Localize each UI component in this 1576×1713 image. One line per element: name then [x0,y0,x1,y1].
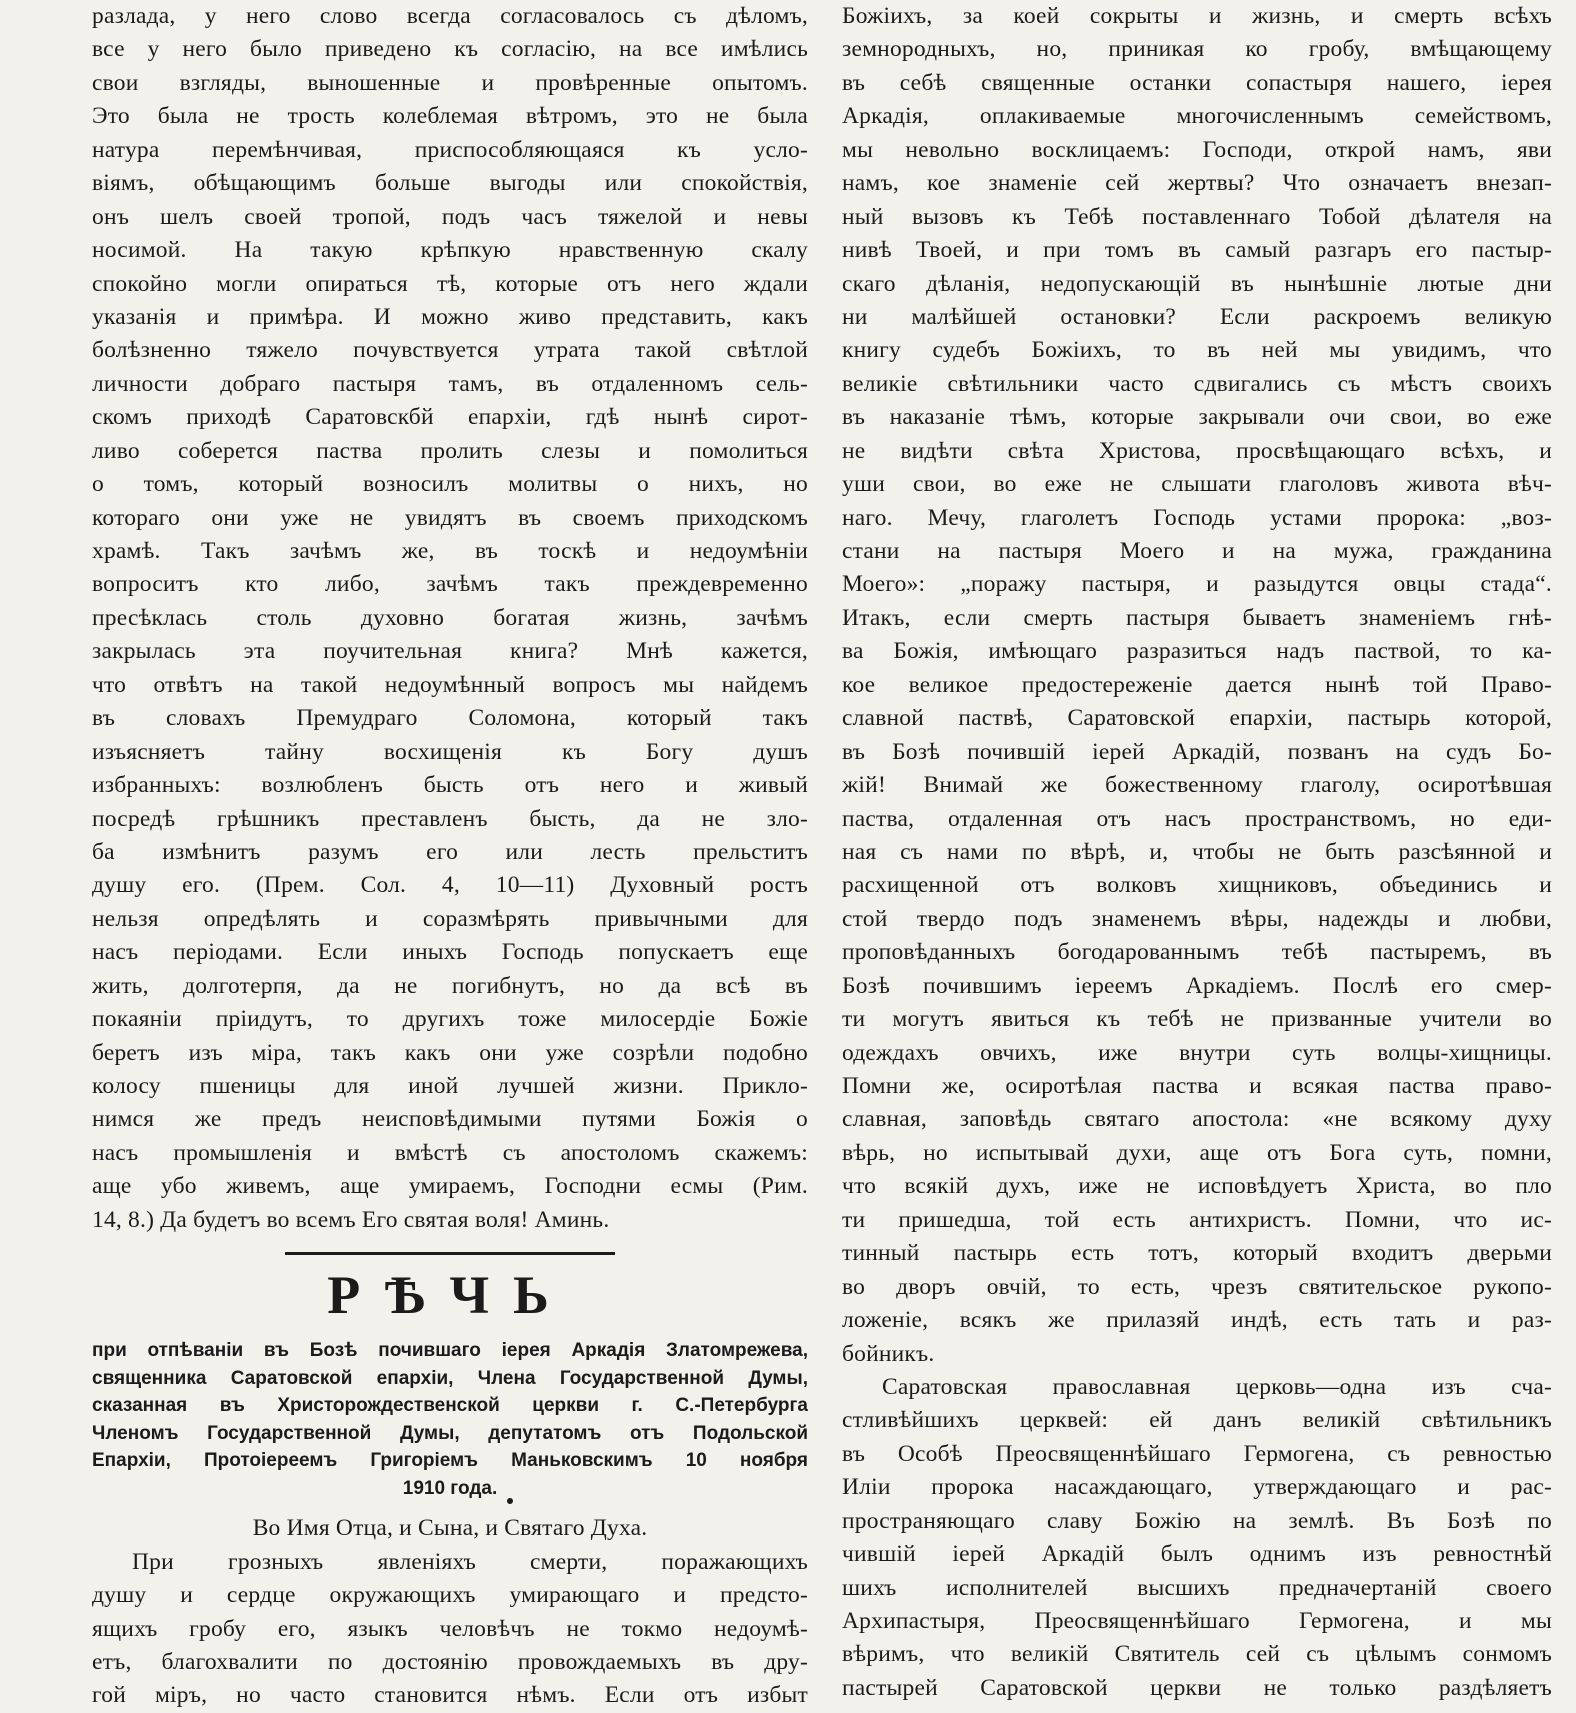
text-line: ва Божія, имѣющаго разразиться надъ паствой, то ка- [842,638,1552,665]
text-line: тинный пастырь есть тотъ, который входитъ дверьми [842,1240,1552,1267]
left-column [92,0,808,1713]
text-line: скомъ приходѣ Саратовскбй епархіи, гдѣ нынѣ сирот- [92,404,808,431]
text-line: чившій іерей Аркадій былъ однимъ изъ ревностнѣй [842,1541,1552,1568]
text-line: ный вызовъ къ Тебѣ поставленнаго Тобой дѣлателя на [842,203,1552,230]
text-line: наго. Мечу, глаголетъ Господь устами пророка: „воз- [842,504,1552,531]
text-line: етъ, благохвалити по достоянію провождаемыхъ въ дру- [92,1648,808,1675]
text-line: стани на пастыря Моего и на мужа, гражданина [842,538,1552,564]
text-line: о томъ, который возносилъ молитвы о нихъ, но [92,471,808,498]
text-line: въ словахъ Премудраго Соломона, который такъ [92,705,808,732]
left-column-text-bottom [92,1546,808,1713]
text-line: что всякій духъ, иже не исповѣдуетъ Христа, во пло [842,1173,1552,1200]
text-line: славная, заповѣдь святаго апостола: «не всякому духу [842,1106,1552,1133]
text-line: стливѣйшихъ церквей: ей данъ великій свѣтильникъ [842,1407,1552,1434]
text-line: избранныхъ: возлюбленъ бысть отъ него и живый [92,772,808,799]
text-line: закрылась эта поучительная книга? Мнѣ кажется, [92,638,808,665]
text-line: Аркадія, оплакиваемые многочисленнымъ семействомъ, [842,103,1552,130]
text-line: насъ періодами. Если иныхъ Господь попускаетъ еще [92,939,808,966]
text-line: душу и сердце окружающихъ умирающаго и предсто- [92,1582,808,1609]
text-line: бойникъ. [842,1340,935,1367]
text-line: великіе свѣтильники часто сдвигались съ мѣстъ своихъ [842,370,1552,397]
text-line: При грозныхъ явленіяхъ смерти, поражающихъ [132,1548,808,1575]
text-line: посредѣ грѣшникъ преставленъ бысть, да не зло- [92,805,808,832]
text-line: носимой. На такую крѣпкую нравственную скалу [92,237,808,264]
text-line: Архипастыря, Преосвященнѣйшаго Гермогена, и мы [842,1608,1552,1634]
text-line: кое великое предостереженіе дается нынѣ той Право- [842,671,1552,698]
subtitle-line: при отпѣваніи въ Бозѣ почившаго іерея Аркадія Златомрежева, [92,1340,808,1362]
text-line: изъясняетъ тайну восхищенія къ Богу душъ [92,738,808,765]
text-line: книгу судебъ Божіихъ, то въ ней мы увидимъ, что [842,337,1552,364]
text-line: ни малѣйшей остановки? Если раскроемъ великую [842,303,1552,330]
text-line: земнородныхъ, но, приникая ко гробу, вмѣщающему [842,36,1552,63]
text-line: разлада, у него слово всегда согласовалось съ дѣломъ, [92,3,808,29]
right-column-text-top [842,0,1552,1371]
text-line: Саратовская православная церковь—одна изъ сча- [882,1373,1552,1400]
text-line: проповѣданныхъ богодарованнымъ тебѣ пастыремъ, въ [842,939,1552,966]
text-line: во дворъ овчій, то есть, чрезъ святительское рукопо- [842,1273,1552,1300]
text-line: мы невольно восклицаемъ: Господи, открой намъ, яви [842,136,1552,163]
text-line: намъ, кое знаменіе сей жертвы? Что означаетъ внезап- [842,170,1552,197]
subtitle-line: священника Саратовской епархіи, Члена Государственной Думы, [92,1367,808,1389]
invocation: Во Имя Отца, и Сына, и Святаго Духа. [252,1515,648,1542]
text-line: личности добраго пастыря тамъ, въ отдаленномъ сель- [92,370,808,397]
subtitle-line: Епархіи, Протоіереемъ Григоріемъ Маньковскимъ 10 ноября [92,1450,808,1472]
text-line: котораго они уже не увидятъ въ своемъ приходскомъ [92,504,808,531]
text-line: аще убо живемъ, аще умираемъ, Господни есмы (Рим. [92,1173,808,1200]
text-line: скаго дѣланія, недопускающій въ нынѣшніе лютые дни [842,270,1552,297]
text-line: беретъ изъ міра, такъ какъ они уже созрѣли подобно [92,1039,808,1066]
text-line: нельзя опредѣлять и соразмѣрять привычными для [92,905,808,932]
text-line: ти могутъ явиться къ тебѣ не призванные учители во [842,1006,1552,1033]
text-line: ящихъ гробу его, языкъ человѣчъ не токмо недоумѣ- [92,1615,808,1642]
subtitle-line: 1910 года. [402,1477,498,1499]
text-line: паства, отдаленная отъ насъ пространствомъ, но еди- [842,805,1552,832]
text-line: покаяніи пріидутъ, то другихъ тоже милосердіе Божіе [92,1006,808,1033]
text-line: расхищенной отъ волковъ хищниковъ, объединись и [842,872,1552,899]
text-line: ти пришедша, той есть антихристъ. Помни, что ис- [842,1206,1552,1233]
text-line: віямъ, обѣщающимъ больше выгоды или спокойствія, [92,170,808,197]
text-line: въ Особѣ Преосвященнѣйшаго Гермогена, съ ревностью [842,1440,1552,1467]
text-line: душу его. (Прем. Сол. 4, 10—11) Духовный ростъ [92,872,808,899]
text-line: вѣрь, но испытывай духи, аще отъ Бога суть, помни, [842,1139,1552,1166]
text-line: жить, долготерпя, да не погибнутъ, но да вcѣ въ [92,972,808,999]
text-line: онъ шелъ своей тропой, подъ часъ тяжелой и невы [92,203,808,230]
text-line: шихъ исполнителей высшихъ предначертаній своего [842,1574,1552,1601]
left-column-text-top [92,0,808,1237]
text-line: ливо соберется паства пролить слезы и помолиться [92,437,808,464]
text-line: гой міръ, но часто становится нѣмъ. Если отъ избыт [92,1682,808,1709]
speech-subtitle [92,1337,808,1502]
text-line: Помни же, осиротѣлая паства и всякая паства право- [842,1073,1552,1099]
text-line: въ Бозѣ почившій іерей Аркадій, позванъ на судъ Бо- [842,738,1552,765]
text-line: болѣзненно тяжело почувствуется утрата такой свѣтлой [92,337,808,364]
text-line: жій! Внимай же божественному глаголу, осиротѣвшая [842,772,1552,799]
text-line: вопроситъ кто либо, зачѣмъ такъ преждевременно [92,571,808,598]
text-line: пастырей Саратовской церкви не только раздѣляетъ [842,1674,1552,1701]
text-line: все у него было приведено къ согласію, на все имѣлись [92,36,808,63]
text-line: Это была не трость колеблемая вѣтромъ, это не была [92,103,808,130]
text-line: натура перемѣнчивая, приспособляющаяся къ усло- [92,136,808,163]
text-line: вѣримъ, что великій Святитель сей съ цѣлымъ сонмомъ [842,1641,1552,1668]
ornament-dot [92,1502,808,1512]
text-line: ложеніе, всякъ же прилазяй индѣ, есть тать и раз- [842,1307,1552,1334]
right-column [842,0,1552,1705]
text-line: стой твердо подъ знаменемъ вѣры, надежды и любви, [842,905,1552,932]
text-line: Бозѣ почившимъ іереемъ Аркадіемъ. Послѣ его смер- [842,972,1552,999]
subtitle-line: сказанная въ Христорождественской церкви г. С.-Петербурга [92,1395,808,1417]
text-line: нивѣ Твоей, и при томъ въ самый разгаръ его пастыр- [842,237,1552,264]
text-line: въ наказаніе тѣмъ, которые закрывали очи свои, во еже [842,404,1552,431]
text-line: одеждахъ овчихъ, иже внутри суть волцы-хищницы. [842,1039,1552,1066]
text-line: въ себѣ священные останки сопастыря нашего, іерея [842,69,1552,96]
speech-title: РѢЧЬ [327,1265,573,1326]
text-line: нимся же предъ неисповѣдимыми путями Божія о [92,1106,808,1133]
text-line: 14, 8.) Да будетъ во всемъ Его святая воля! Аминь. [92,1206,610,1233]
section-divider [285,1252,615,1255]
text-line: спокойно могли опираться тѣ, которые отъ него ждали [92,270,808,297]
text-line: насъ промышленія и вмѣстѣ съ апостоломъ скажемъ: [92,1139,808,1166]
text-line: указанія и примѣра. И можно живо представить, какъ [92,303,808,330]
text-line: храмѣ. Такъ зачѣмъ же, въ тоскѣ и недоумѣніи [92,538,808,564]
text-line: пресѣклась столь духовно богатая жизнь, зачѣмъ [92,604,808,631]
text-line: уши свои, во еже не слышати глаголовъ живота вѣч- [842,471,1552,498]
text-line: пространяющаго славу Божію на землѣ. Въ Бозѣ по [842,1507,1552,1534]
text-line: ба измѣнитъ разумъ его или лесть прельститъ [92,838,808,865]
text-line: что отвѣтъ на такой недоумѣнный вопросъ мы найдемъ [92,671,808,698]
right-column-text-bottom [842,1371,1552,1705]
text-line: славной паствѣ, Саратовской епархіи, пастырь которой, [842,705,1552,732]
text-line: колосу пшеницы для иной лучшей жизни. Приклo- [92,1073,808,1099]
text-line: Моего»: „поражу пастыря, и разыдутся овцы стада“. [842,571,1552,598]
text-line: Итакъ, если смерть пастыря бываетъ знаменіемъ гнѣ- [842,604,1552,631]
text-line: Иліи пророка насаждающаго, утверждающаго и рас- [842,1474,1552,1501]
text-line: не видѣти свѣта Христова, просвѣщающаго всѣхъ, и [842,437,1552,464]
text-line: Божіихъ, за коей сокрыты и жизнь, и смерть всѣхъ [842,3,1552,29]
text-line: свои взгляды, выношенные и провѣренные опытомъ. [92,69,808,96]
subtitle-line: Членомъ Государственной Думы, депутатомъ отъ Подольской [92,1422,808,1444]
text-line: ная съ нами по вѣрѣ, и, чтобы не быть разсѣянной и [842,838,1552,865]
